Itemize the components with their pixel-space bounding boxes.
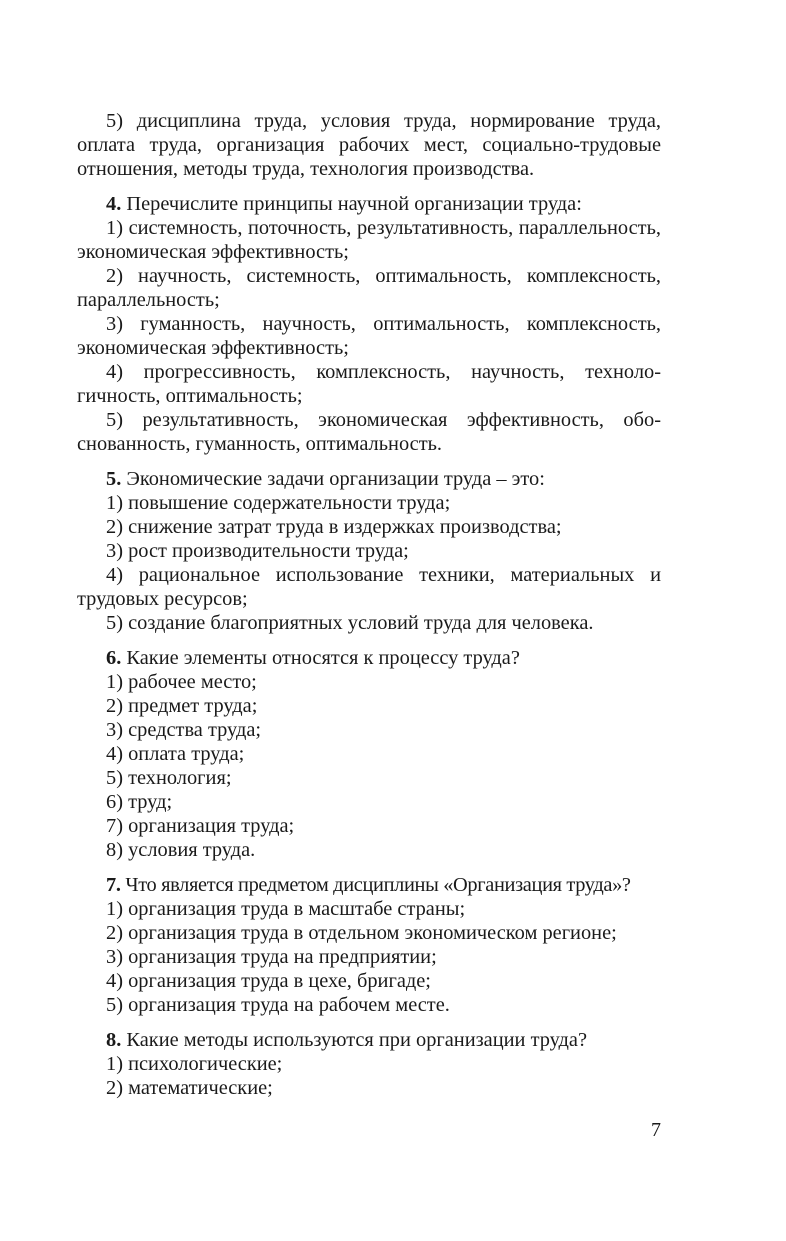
question-6-option-1: 1) рабочее место; <box>106 671 257 693</box>
question-6-option-5: 5) технология; <box>106 767 232 789</box>
question-7-text <box>77 873 661 897</box>
question-6-option-4: 4) оплата труда; <box>106 743 245 765</box>
page-number: 7 <box>651 1119 661 1141</box>
question-7-option-3: 3) организация труда на предприятии; <box>106 946 437 968</box>
question-5-option-2: 2) снижение затрат труда в издержках производства; <box>106 516 562 538</box>
question-5 <box>77 467 661 635</box>
question-7-option-2: 2) организация труда в отдельном экономическом регионе; <box>106 922 617 944</box>
question-7-number: 7. <box>106 874 121 896</box>
page-content <box>77 109 661 1111</box>
question-6-option-8: 8) условия труда. <box>106 839 256 861</box>
question-4-number: 4. <box>106 193 122 215</box>
question-8 <box>77 1028 661 1100</box>
question-6-number: 6. <box>106 647 122 669</box>
intro-block <box>77 109 661 181</box>
question-4-option-2: 2) научность, системность, оптимальность, комплексность, параллельность; <box>77 265 661 311</box>
question-6-option-6: 6) труд; <box>106 791 173 813</box>
question-5-number: 5. <box>106 468 122 490</box>
question-7-option-4: 4) организация труда в цехе, бригаде; <box>106 970 431 992</box>
question-5-option-1: 1) повышение содержательности труда; <box>106 492 451 514</box>
question-8-prompt: Какие методы используются при организации труда? <box>126 1029 588 1051</box>
question-7-option-5: 5) организация труда на рабочем месте. <box>106 994 450 1016</box>
question-4-option-3: 3) гуманность, научность, оптимальность, комплексность, экономическая эффективность; <box>77 313 661 359</box>
question-5-prompt: Экономические задачи организации труда – это: <box>126 468 545 490</box>
question-5-option-4: 4) рациональное использование техники, материальных и трудовых ресурсов; <box>77 564 661 610</box>
question-8-text <box>77 1028 661 1052</box>
question-7 <box>77 873 661 1017</box>
question-6-text <box>77 646 661 670</box>
question-5-option-3: 3) рост производительности труда; <box>106 540 409 562</box>
question-8-option-2: 2) математические; <box>106 1077 273 1099</box>
intro-option: 5) дисциплина труда, условия труда, нормирование труда, оплата труда, организация рабочих мест, социально-трудовые отношения, методы труда, технология производства. <box>77 110 661 180</box>
question-6-option-3: 3) средства труда; <box>106 719 262 741</box>
question-4 <box>77 192 661 456</box>
question-8-number: 8. <box>106 1029 122 1051</box>
question-6-option-7: 7) организация труда; <box>106 815 295 837</box>
question-6 <box>77 646 661 862</box>
question-5-text <box>77 467 661 491</box>
question-6-option-2: 2) предмет труда; <box>106 695 258 717</box>
question-4-prompt: Перечислите принципы научной организации труда: <box>126 193 582 215</box>
question-6-prompt: Какие элементы относятся к процессу труда? <box>126 647 520 669</box>
question-7-prompt: Что является предметом дисциплины «Организация труда»? <box>125 874 631 896</box>
question-7-option-1: 1) организация труда в масштабе страны; <box>106 898 466 920</box>
question-4-option-5: 5) результативность, экономическая эффективность, обоснованность, гуманность, оптимальность. <box>77 409 661 455</box>
question-5-option-5: 5) создание благоприятных условий труда для человека. <box>106 612 594 634</box>
question-4-text <box>77 192 661 216</box>
question-8-option-1: 1) психологические; <box>106 1053 283 1075</box>
question-4-option-1: 1) системность, поточность, результативность, параллельность, экономическая эффективность; <box>77 217 661 263</box>
question-4-option-4: 4) прогрессивность, комплексность, научность, технологичность, оптимальность; <box>77 361 661 407</box>
